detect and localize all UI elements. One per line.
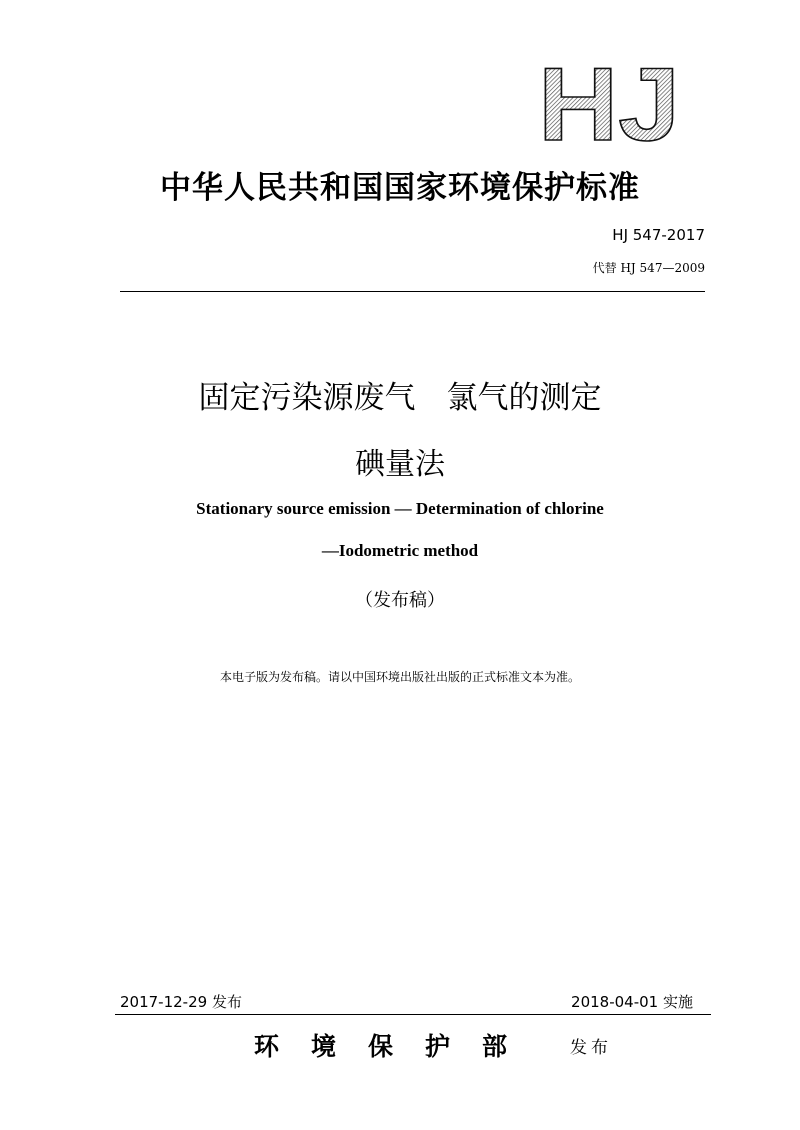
- footer-divider: [115, 1014, 711, 1015]
- hj-logo: [536, 62, 684, 146]
- chinese-method-title: 碘量法: [355, 447, 445, 482]
- header-divider: [120, 291, 705, 292]
- chinese-title: 固定污染源废气 氯气的测定: [198, 380, 602, 416]
- standard-number: HJ 547-2017: [612, 226, 705, 244]
- standard-title: 中华人民共和国国家环境保护标准: [160, 170, 640, 206]
- english-title: Stationary source emission — Determination of chlorine: [196, 499, 604, 518]
- replaces-standard: 代替 HJ 547—2009: [592, 261, 705, 275]
- issue-date: 2017-12-29 发布: [120, 993, 242, 1011]
- issued-label: 发布: [570, 1038, 612, 1058]
- draft-label: （发布稿）: [355, 590, 445, 611]
- issuing-ministry: 环境保护部: [254, 1032, 540, 1061]
- svg-text:HJ: HJ: [538, 62, 680, 146]
- implementation-date: 2018-04-01 实施: [571, 993, 693, 1011]
- english-method-title: —Iodometric method: [321, 541, 479, 560]
- edition-note: 本电子版为发布稿。请以中国环境出版社出版的正式标准文本为准。: [219, 670, 580, 684]
